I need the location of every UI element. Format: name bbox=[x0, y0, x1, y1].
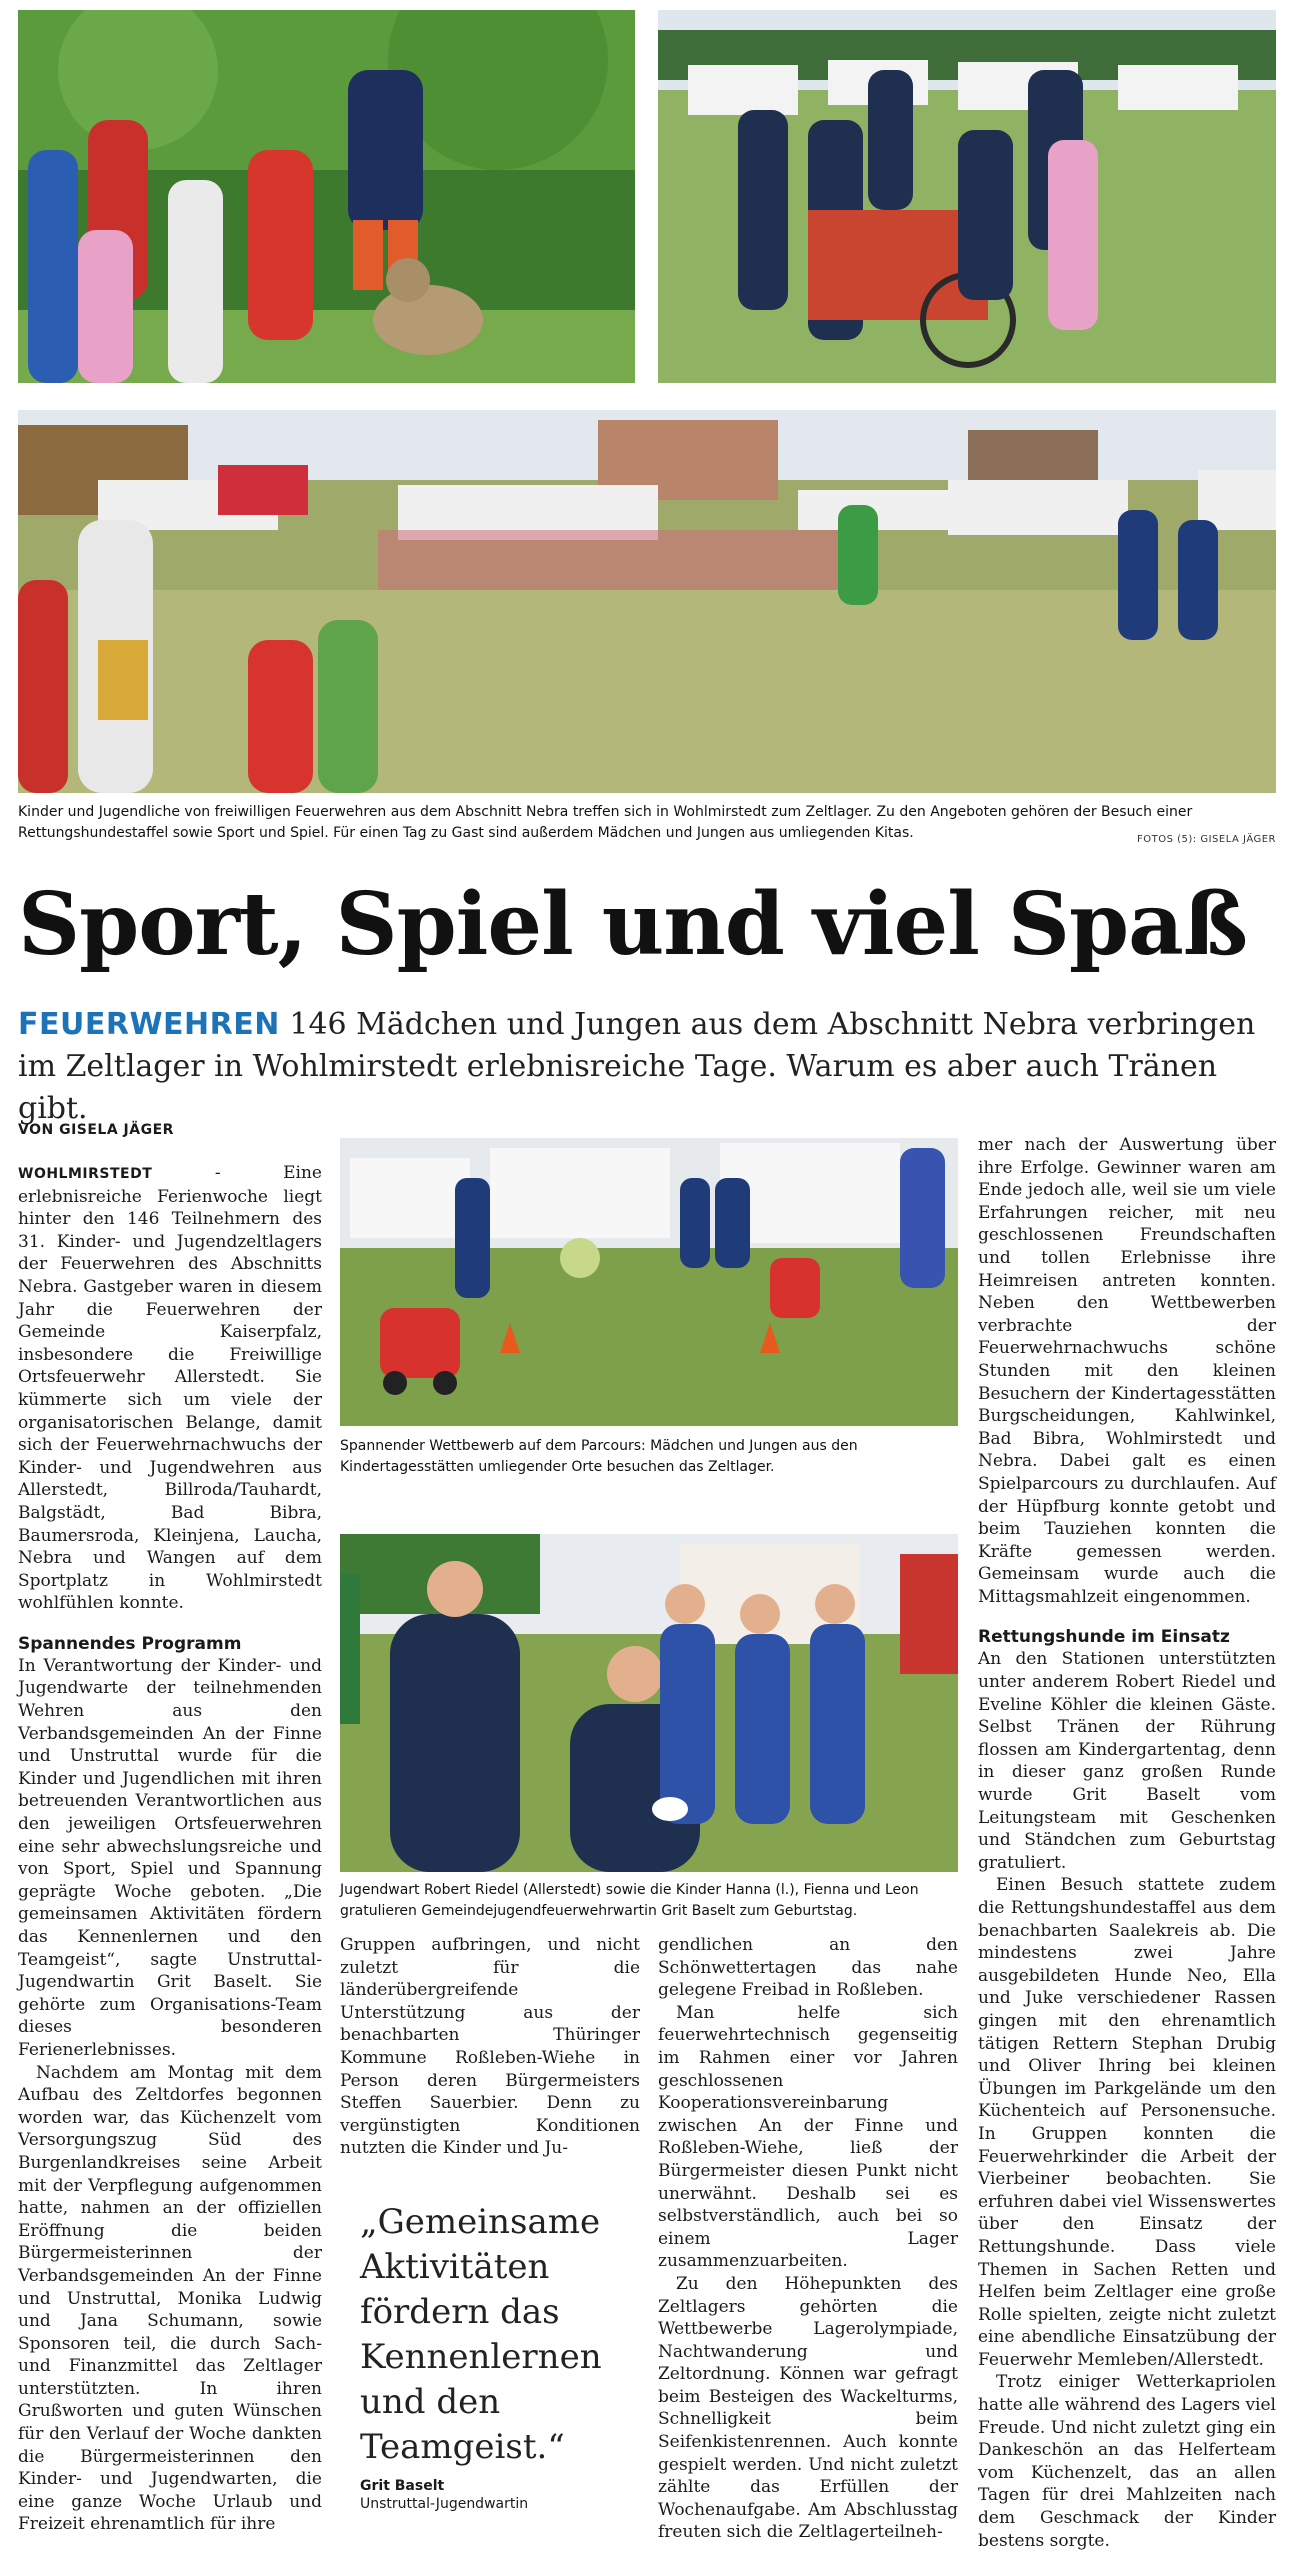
col1-para-3: Nachdem am Montag mit dem Aufbau des Zeltdorfes begonnen worden war, das Küchenzelt vom Versorgungszug Süd des Burgenlandkreises seine Arbeit mit der Verpflegung aufgenommen hatte, nahmen an der offiziellen Eröffnung die beiden Bürgermeisterinnen der Verbandsgemeinden An der Finne und Unstruttal, Monika Ludwig und Jana Schumann, sowie Sponsoren teil, die durch Sach- und Finanzmittel das Zeltlager unterstützten. In ihren Grußworten und guten Wünschen für den Verlauf der Woche dankten die Bürgermeisterinnen den Kinder- und Jugendwarten, die eine ganze Woche Urlaub und Freizeit ehrenamtlich für ihre bbox=[18, 2062, 322, 2535]
col2-para-1: Gruppen aufbringen, und nicht zuletzt für die länderübergreifende Unterstützung aus der benachbarten Thüringer Kommune Roßleben-Wiehe in Person deren Bürgermeisters Steffen Sauerbier. Denn zu vergünstigten Konditionen nutzten die Kinder und Ju- bbox=[340, 1935, 640, 2159]
byline: VON GISELA JÄGER bbox=[18, 1122, 174, 1138]
column-2 bbox=[340, 1934, 640, 2160]
col3-para-3: Zu den Höhepunkten des Zeltlagers gehörten die Wettbewerbe Lagerolympiade, Nachtwanderung und Zeltordnung. Können war gefragt beim Besteigen des Wackelturms, Schnelligkeit beim Seifenkistenrennen. Auch konnte gespielt werden. Und nicht zuletzt zählte das Erfüllen der Wochenaufgabe. Am Abschlusstag freuten sich die Zeltlagerteilneh- bbox=[658, 2273, 958, 2543]
dateline: WOHLMIRSTEDT bbox=[18, 1166, 153, 1182]
col1-para-1 bbox=[18, 1162, 322, 1615]
photo-mid bbox=[340, 1138, 958, 1426]
quote-author-role: Unstruttal-Jugendwartin bbox=[360, 2496, 529, 2512]
column-3 bbox=[658, 1934, 958, 2544]
pull-quote bbox=[360, 2200, 630, 2512]
photo-top-left bbox=[18, 10, 635, 383]
quote-author: Grit Baselt bbox=[360, 2478, 445, 2494]
col4-para-3: Einen Besuch stattete zudem die Rettungshundestaffel aus dem benachbarten Saalekreis ab. Die mindestens zwei Jahre ausgebildeten Hunde Neo, Ella und Juke verschiedener Rassen gingen mit den ehrenamtlich tätigen Rettern Stephan Drubig und Oliver Ihring bei kleinen Übungen im Parkgelände um den Küchenteich auf Personensuche. In Gruppen konnten die Feuerwehrkinder die Arbeit der Vierbeiner beobachten. Sie erfuhren dabei viel Wissenswertes über den Einsatz der Rettungshunde. Dass viele Themen in Sachen Retten und Helfen beim Zeltlager eine große Rolle spielten, zeigte nicht zuletzt eine abendliche Einsatzübung der Feuerwehr Memleben/Allerstedt. bbox=[978, 1875, 1276, 2370]
column-4 bbox=[978, 1134, 1276, 2552]
mid-photo-caption: Spannender Wettbewerb auf dem Parcours: Mädchen und Jungen aus den Kindertagesstätten umliegender Orte besuchen das Zeltlager. bbox=[340, 1438, 858, 1475]
col3-para-1: gendlichen an den Schönwettertagen das nahe gelegene Freibad in Roßleben. bbox=[658, 1935, 958, 2001]
column-1 bbox=[18, 1162, 322, 2536]
subhead-programm: Spannendes Programm bbox=[18, 1633, 242, 1654]
col1-para-1-text: - Eine erlebnisreiche Ferienwoche liegt hinter den 146 Teilnehmern des 31. Kinder- und Jugendzeltlagers der Feuerwehren des Abschnitts Nebra. Gastgeber waren in diesem Jahr die Feuerwehren der Gemeinde Kaiserpfalz, insbesondere die Freiwillige Ortsfeuerwehr Allerstedt. Sie kümmerte sich um viele der organisatorischen Belange, damit sich der Feuerwehrnachwuchs der Kinder- und Jugendwehren aus Allerstedt, Billroda/Tauhardt, Balgstädt, Bad Bibra, Baumersroda, Kleinjena, Laucha, Nebra und Wangen auf dem Sportplatz in Wohlmirstedt wohlfühlen konnte. bbox=[18, 1163, 322, 1614]
col1-para-2: In Verantwortung der Kinder- und Jugendwarte der teilnehmenden Wehren aus den Verbandsgemeinden An der Finne und Unstruttal wurde für die Kinder und Jugendlichen mit ihren betreuenden Verantwortlichen aus den jeweiligen Ortsfeuerwehren eine sehr abwechslungsreiche und von Sport, Spiel und Spannung geprägte Woche geboten. „Die gemeinsamen Aktivitäten fördern das Kennenlernen und den Teamgeist“, sagte Unstruttal-Jugendwartin Grit Baselt. Sie gehörte zum Organisations-Team dieses besonderen Ferienerlebnisses. bbox=[18, 1655, 322, 2060]
photo-top-right bbox=[658, 10, 1276, 383]
deck bbox=[18, 1004, 1278, 1130]
lower-photo-caption: Jugendwart Robert Riedel (Allerstedt) sowie die Kinder Hanna (l.), Fienna und Leon gratulieren Gemeindejugendfeuerwehrwartin Grit Baselt zum Geburtstag. bbox=[340, 1882, 919, 1919]
photo-credit: FOTOS (5): GISELA JÄGER bbox=[1137, 834, 1276, 845]
col4-para-2: An den Stationen unterstützten unter anderem Robert Riedel und Eveline Köhler die kleinen Gäste. Selbst Tränen der Rührung flossen am Kindergartentag, denn in dieser ganz großen Runde wurde Grit Baselt vom Leitungsteam mit Geschenken und Ständchen zum Geburtstag gratuliert. bbox=[978, 1649, 1276, 1873]
col3-para-2: Man helfe sich feuerwehrtechnisch gegenseitig im Rahmen einer vor Jahren geschlossenen Kooperationsvereinbarung zwischen An der Finne und Roßleben-Wiehe, ließ der Bürgermeister diesen Punkt nicht unerwähnt. Deshalb sei es selbstverständlich, auch bei so einem Lager zusammenzuarbeiten. bbox=[658, 2002, 958, 2272]
photo-wide bbox=[18, 410, 1276, 793]
quote-text: „Gemeinsame Aktivitäten fördern das Kennenlernen und den Teamgeist.“ bbox=[360, 2202, 602, 2467]
deck-text: 146 Mädchen und Jungen aus dem Abschnitt Nebra verbringen im Zeltlager in Wohlmirstedt erlebnisreiche Tage. Warum es aber auch Tränen gibt. bbox=[18, 1007, 1256, 1126]
col4-para-4: Trotz einiger Wetterkapriolen hatte alle während des Lagers viel Freude. Und nicht zuletzt ging ein Dankeschön an das Helferteam vom Küchenzelt, das an allen Tagen für drei Mahlzeiten nach dem Geschmack der Kinder bestens sorgte. bbox=[978, 2372, 1276, 2551]
subhead-rettungshunde: Rettungshunde im Einsatz bbox=[978, 1627, 1230, 1648]
col4-para-1: mer nach der Auswertung über ihre Erfolge. Gewinner waren am Ende jedoch alle, weil sie um viele Erfahrungen reicher, mit neu geschlossenen Freundschaften und tollen Erlebnisse ihre Heimreisen antreten konnten. Neben den Wettbewerben verbrachte der Feuerwehrnachwuchs schöne Stunden mit den kleinen Besuchern der Kindertagesstätten Burgscheidungen, Kahlwinkel, Bad Bibra, Wohlmirstedt und Nebra. Dabei galt es einen Spielparcours zu durchlaufen. Auf der Hüpfburg konnte getobt und beim Tauziehen konnten die Kräfte gemessen werden. Gemeinsam wurde auch die Mittagsmahlzeit eingenommen. bbox=[978, 1135, 1276, 1607]
photo-lower bbox=[340, 1534, 958, 1872]
deck-kicker: FEUERWEHREN bbox=[18, 1007, 280, 1042]
top-photo-caption: Kinder und Jugendliche von freiwilligen Feuerwehren aus dem Abschnitt Nebra treffen sich in Wohlmirstedt zum Zeltlager. Zu den Angeboten gehören der Besuch einer Rettungshundestaffel sowie Sport und Spiel. Für einen Tag zu Gast sind außerdem Mädchen und Jungen aus umliegenden Kitas. bbox=[18, 804, 1193, 841]
headline: Sport, Spiel und viel Spaß bbox=[18, 874, 1248, 975]
